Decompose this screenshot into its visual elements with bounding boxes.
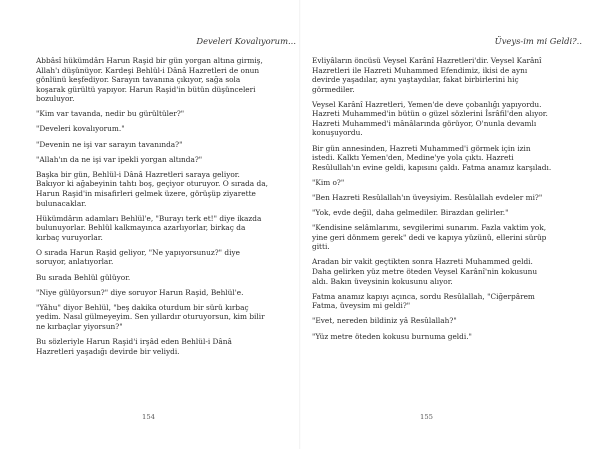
left-page xyxy=(18,0,296,449)
paragraph: Abbâsî hükümdârı Harun Raşid bir gün yorgan altına girmiş, Allah'ı düşünüyor. Kardeşi Behlül-i Dânâ Hazretleri de onun gönlünü keşfediyor. Sarayın tavanına çıkıyor, sağa sola koşarak gürültü yapıyor. Harun Raşid'in bütün düşünceleri bozuluyor. xyxy=(36,56,263,104)
paragraph: Aradan bir vakit geçtikten sonra Hazreti Muhammed geldi. Daha gelirken yüz metre öteden Veysel Karânî'nin kokusunu aldı. Bakın üveysinin kokusunu alıyor. xyxy=(312,257,538,286)
paragraph: Fatma anamız kapıyı açınca, sordu Resûlallah, "Ciğerpârem Fatma, üveysim mi geldi?" xyxy=(312,291,535,311)
paragraph: "Yâhu" diyor Behlül, "beş dakika oturdum bir sürü kırbaç yedim. Nasıl gülmeyeyim. Sen yıllardır oturuyorsun, kim bilir ne kırbaçlar yiyorsun?" xyxy=(36,302,265,331)
paragraph: "Niye gülüyorsun?" diye soruyor Harun Raşid, Behlül'e. xyxy=(36,287,244,297)
paragraph: Bu sözleriyle Harun Raşid'i irşâd eden Behlül-i Dânâ Hazretleri yaşadığı devirde bir veliydi. xyxy=(36,337,232,356)
body-text xyxy=(36,56,268,362)
paragraph: O sırada Harun Raşid geliyor, "Ne yapıyorsunuz?" diye soruyor, anlatıyorlar. xyxy=(36,247,240,267)
paragraph: Bir gün annesinden, Hazreti Muhammed'i görmek için izin istedi. Kalktı Yemen'den, Medine'ye yola çıktı. Hazreti Resûlullah'ın evine geldi, kapısını çaldı. Fatma anamız karşıladı. xyxy=(312,143,552,172)
paragraph: "Yüz metre öteden kokusu burnuma geldi." xyxy=(312,331,472,341)
paragraph: "Yok, evde değil, daha gelmediler. Birazdan gelirler." xyxy=(312,208,509,218)
right-page xyxy=(304,0,582,449)
paragraph: "Kim var tavanda, nedir bu gürültüler?" xyxy=(36,109,185,119)
paragraph: "Develeri kovalıyorum." xyxy=(36,124,125,134)
paragraph: "Ben Hazreti Resûlallah'ın üveysiyim. Resûlallah evdeler mi?" xyxy=(312,192,543,202)
paragraph: "Kim o?" xyxy=(312,177,345,187)
page-number: 154 xyxy=(142,413,155,421)
paragraph: Bu sırada Behlül gülüyor. xyxy=(36,272,131,282)
paragraph: Başka bir gün, Behlül-i Dânâ Hazretleri saraya geliyor. Bakıyor ki ağabeyinin tahtı boş, geçiyor oturuyor. O sırada da, Harun Raşid'in misafirleri gelmek üzere, görüşüp ziyarette bulunacaklar. xyxy=(36,169,268,208)
paragraph: Veysel Karânî Hazretleri, Yemen'de deve çobanlığı yapıyordu. Hazreti Muhammed'in bütün o güzel sözlerini İsrâfil'den alıyor. Hazreti Muhammed'i mânâlarında görüyor, O'nunla devamlı konuşuyordu. xyxy=(312,99,548,138)
gutter-divider xyxy=(299,0,301,449)
paragraph: Evliyâların öncüsü Veysel Karânî Hazretleri'dir. Veysel Karânî Hazretleri ile Hazreti Muhammed Efendimiz, ikisi de aynı devirde yaşadılar, aynı yaştaydılar, fakat birbirlerini hiç görmediler. xyxy=(312,56,542,94)
paragraph: "Devenin ne işi var sarayın tavanında?" xyxy=(36,139,183,149)
running-head: Üveys-im mi Geldi?.. xyxy=(494,36,582,46)
paragraph: "Allah'ın da ne işi var ipekli yorgan altında?" xyxy=(36,154,203,164)
paragraph: "Evet, nereden bildiniz yâ Resûlallah?" xyxy=(312,316,457,326)
running-head: Develeri Kovalıyorum... xyxy=(196,36,296,46)
paragraph: Hükümdârın adamları Behlül'e, "Burayı terk et!" diye ikazda bulunuyorlar. Behlül kalkmayınca azarlıyorlar, birkaç da kırbaç vuruyorlar. xyxy=(36,213,262,242)
body-text xyxy=(312,56,552,347)
page-number: 155 xyxy=(420,413,433,421)
paragraph: "Kendisine selâmlarımı, sevgilerimi sunarım. Fazla vaktim yok, yine geri dönmem gerek" dedi ve kapıya yüzünü, ellerini sürüp gitti. xyxy=(312,223,547,252)
